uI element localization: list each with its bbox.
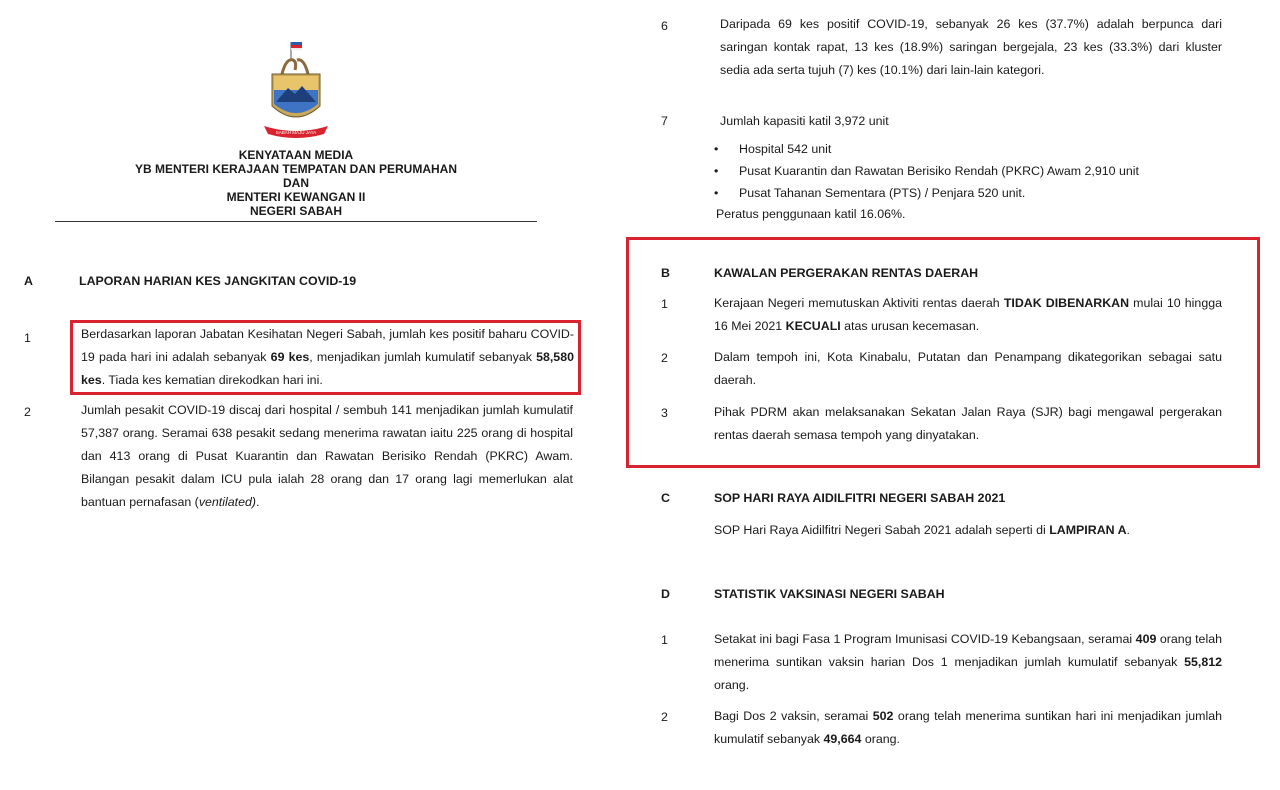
paragraph-b2: Dalam tempoh ini, Kota Kinabalu, Putatan dan Penampang dikategorikan sebagai satu daerah. xyxy=(714,350,1222,387)
paragraph-c: SOP Hari Raya Aidilfitri Negeri Sabah 2021 adalah seperti di LAMPIRAN A. xyxy=(714,523,1130,537)
paragraph-number: 7 xyxy=(661,114,668,128)
paragraph-a6: Daripada 69 kes positif COVID-19, sebanyak 26 kes (37.7%) adalah berpunca dari saringan kontak rapat, 13 kes (18.9%) saringan bergejala, 23 kes (33.3%) dari kluster sedia ada serta tujuh (7) kes (10.1%) dari lain-lain kategori. xyxy=(720,17,1222,77)
highlight-box-new-cases xyxy=(70,320,581,395)
header-line-4: MENTERI KEWANGAN II xyxy=(226,190,366,204)
section-d-label: D xyxy=(661,587,670,601)
paragraph-a2: Jumlah pesakit COVID-19 discaj dari hospital / sembuh 141 menjadikan jumlah kumulatif 57,387 orang. Seramai 638 pesakit sedang menerima rawatan iaitu 225 orang di hospital dan 413 orang di Pusat Kuarantin dan Rawatan Berisiko Rendah (PKRC) Awam. Bilangan pesakit dalam ICU pula ialah 28 orang dan 17 orang lagi memerlukan alat bantuan pernafasan (ventilated). xyxy=(81,403,573,509)
paragraph-number: 1 xyxy=(24,331,31,345)
press-release-header xyxy=(55,148,537,218)
section-b-label: B xyxy=(661,266,670,280)
paragraph-number: 1 xyxy=(661,633,668,647)
header-line-2: YB MENTERI KERAJAAN TEMPATAN DAN PERUMAHAN xyxy=(134,162,457,176)
section-c-title: SOP HARI RAYA AIDILFITRI NEGERI SABAH 2021 xyxy=(714,491,1006,505)
list-item: • Pusat Tahanan Sementara (PTS) / Penjara 520 unit. xyxy=(714,182,1234,204)
header-line-1: KENYATAAN MEDIA xyxy=(238,148,354,162)
paragraph-number: 2 xyxy=(24,405,31,419)
header-divider xyxy=(55,221,537,222)
paragraph-number: 2 xyxy=(661,351,668,365)
bed-capacity-list xyxy=(714,138,1234,204)
paragraph-number: 1 xyxy=(661,297,668,311)
section-a-title: LAPORAN HARIAN KES JANGKITAN COVID-19 xyxy=(79,274,357,288)
svg-text:SABAH MAJU JAYA: SABAH MAJU JAYA xyxy=(275,130,317,135)
sabah-coat-of-arms-icon xyxy=(262,40,330,142)
section-a-label: A xyxy=(24,274,33,288)
paragraph-d2: Bagi Dos 2 vaksin, seramai 502 orang telah menerima suntikan hari ini menjadikan jumlah kumulatif sebanyak 49,664 orang. xyxy=(714,709,1223,746)
list-item: • Pusat Kuarantin dan Rawatan Berisiko Rendah (PKRC) Awam 2,910 unit xyxy=(714,160,1234,182)
paragraph-number: 6 xyxy=(661,19,668,33)
paragraph-b1: Kerajaan Negeri memutuskan Aktiviti rentas daerah TIDAK DIBENARKAN mulai 10 hingga 16 Mei 2021 KECUALI atas urusan kecemasan. xyxy=(714,296,1222,333)
header-line-3: DAN xyxy=(283,176,309,190)
section-c-label: C xyxy=(661,491,670,505)
paragraph-number: 3 xyxy=(661,406,668,420)
paragraph-b3: Pihak PDRM akan melaksanakan Sekatan Jalan Raya (SJR) bagi mengawal pergerakan rentas daerah semasa tempoh yang dinyatakan. xyxy=(714,405,1222,442)
list-item: • Hospital 542 unit xyxy=(714,138,1234,160)
header-line-5: NEGERI SABAH xyxy=(249,204,342,218)
bed-capacity-intro: Jumlah kapasiti katil 3,972 unit xyxy=(720,114,889,128)
paragraph-d1: Setakat ini bagi Fasa 1 Program Imunisasi COVID-19 Kebangsaan, seramai 409 orang telah menerima suntikan vaksin harian Dos 1 menjadikan jumlah kumulatif sebanyak 55,812 orang. xyxy=(714,632,1222,692)
paragraph-a1: Berdasarkan laporan Jabatan Kesihatan Negeri Sabah, jumlah kes positif baharu COVID-19 pada hari ini adalah sebanyak 69 kes, menjadikan jumlah kumulatif sebanyak 58,580 kes. Tiada kes kematian direkodkan hari ini. xyxy=(81,327,574,387)
paragraph-number: 2 xyxy=(661,710,668,724)
section-b-title: KAWALAN PERGERAKAN RENTAS DAERAH xyxy=(714,266,979,280)
section-d-title: STATISTIK VAKSINASI NEGERI SABAH xyxy=(714,587,945,601)
bed-usage-percentage: Peratus penggunaan katil 16.06%. xyxy=(716,207,906,221)
